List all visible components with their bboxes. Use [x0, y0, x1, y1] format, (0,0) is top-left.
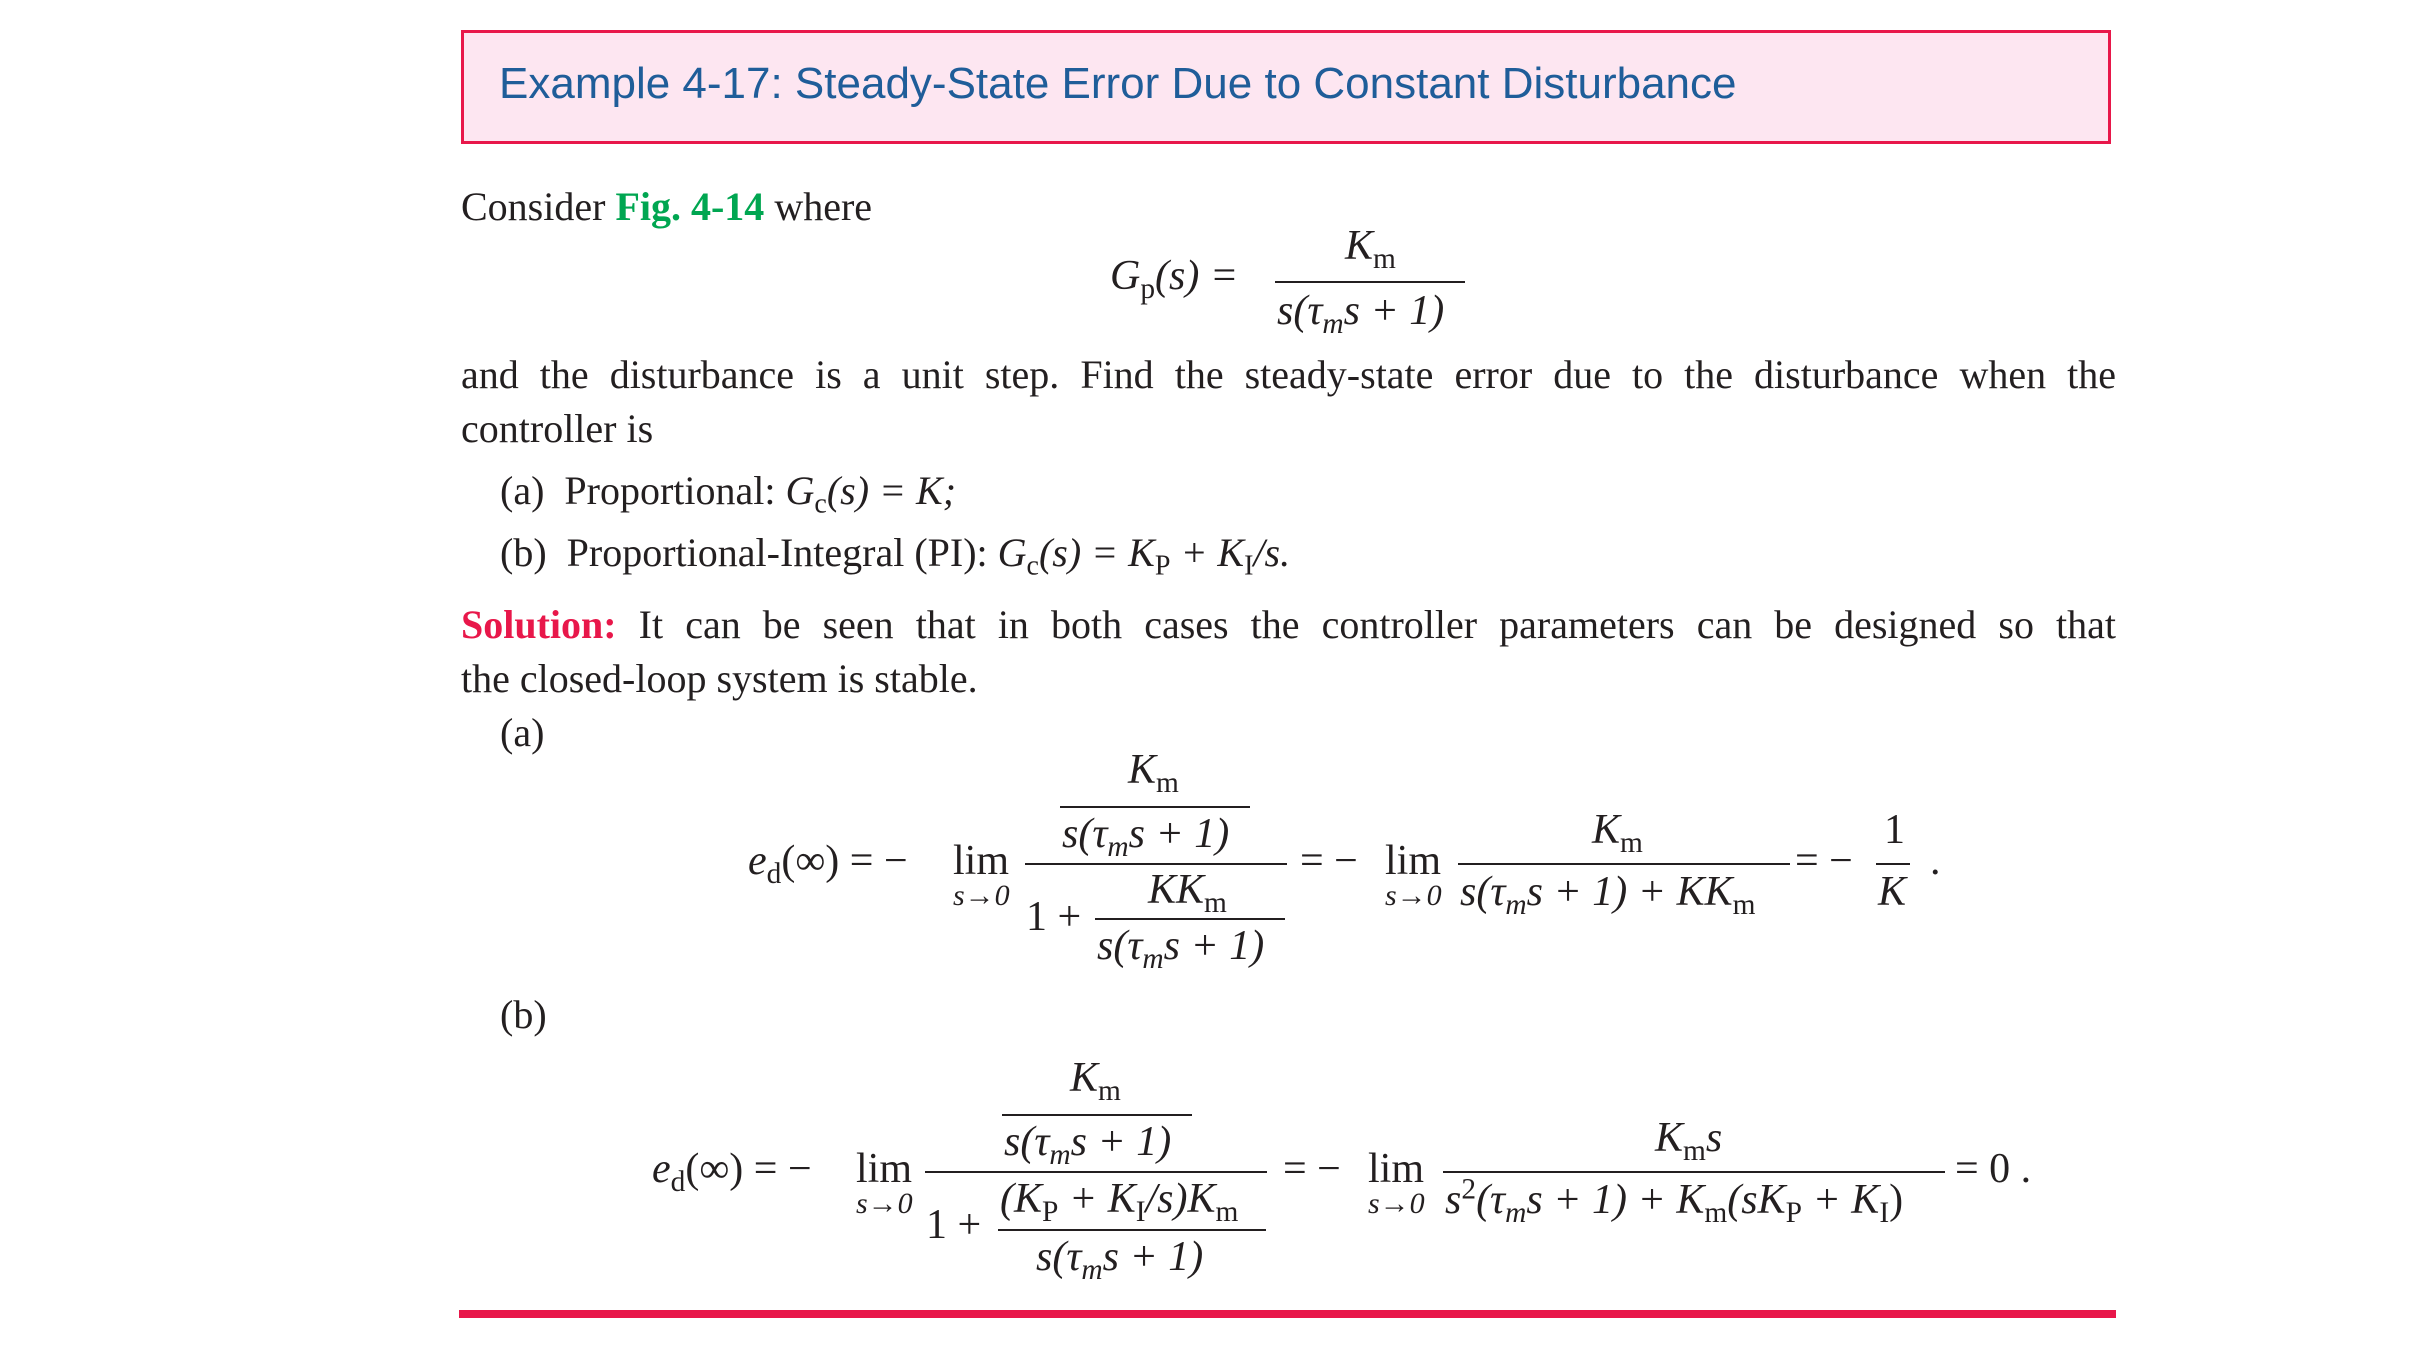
- plant-fraction-bar: [1275, 281, 1465, 283]
- item-a-text: Proportional:: [564, 468, 776, 513]
- plant-lhs: $G_p(s)$ =: [1110, 253, 1239, 305]
- item-b-label: (b): [500, 530, 547, 575]
- eq-a-lhs: $e_d(\infty)$ = −: [748, 838, 908, 890]
- eq-b-eq2: = −: [1283, 1146, 1341, 1192]
- eq-a-inner-den: $s(\tau_ms + 1)$: [1062, 811, 1230, 863]
- example-title-box: [461, 30, 2111, 144]
- eq-a-main-bar: [1025, 863, 1287, 865]
- eq-b-mid-den: $s^2(\tau_ms + 1) + K_m(sK_P + K_I)$: [1445, 1173, 1904, 1229]
- eq-a-lim2-sub: s→0: [1385, 879, 1442, 912]
- eq-a-inner-num: $K_m$: [1128, 747, 1179, 799]
- eq-a-mid-num: $K_m$: [1592, 807, 1643, 859]
- intro-text: Consider: [461, 184, 616, 229]
- problem-line-1: and the disturbance is a unit step. Find the steady-state error due to the disturbance when the: [461, 352, 2116, 397]
- eq-b-inner-bar: [1002, 1114, 1192, 1116]
- intro-text-after: where: [764, 184, 873, 229]
- solution-text: It can be seen that in both cases the controller parameters can be designed so that: [616, 602, 2116, 647]
- eq-b-lhs: $e_d(\infty)$ = −: [652, 1146, 812, 1198]
- eq-b-lim: lim: [856, 1146, 913, 1192]
- intro-line: [461, 180, 872, 234]
- eq-b-lim2: lim: [1368, 1146, 1425, 1192]
- eq-a-period: .: [1930, 838, 1941, 884]
- part-b-label: (b): [500, 992, 547, 1037]
- eq-b-lower-num: $(K_P + K_I/s)K_m$: [1000, 1176, 1239, 1228]
- eq-a-final-bar: [1876, 863, 1910, 865]
- eq-a-mid-den: $s(\tau_ms + 1) + KK_m$: [1460, 869, 1756, 921]
- eq-a-eq3: = −: [1795, 838, 1853, 884]
- eq-a-eq2: = −: [1300, 838, 1358, 884]
- eq-b-result: = 0 .: [1955, 1146, 2032, 1192]
- eq-b-mid-num: $K_ms$: [1655, 1115, 1723, 1167]
- solution-line-1: [461, 598, 2116, 652]
- solution-line-2: the closed-loop system is stable.: [461, 656, 978, 701]
- figure-link[interactable]: Fig. 4-14: [615, 184, 765, 229]
- eq-b-one-plus: 1 +: [926, 1202, 982, 1248]
- bottom-divider: [459, 1310, 2116, 1318]
- plant-denominator: $s(\tau_ms + 1)$: [1277, 288, 1445, 340]
- eq-b-lim2-sub: s→0: [1368, 1187, 1425, 1220]
- eq-b-lim-sub: s→0: [856, 1187, 913, 1220]
- eq-a-lim2: lim: [1385, 838, 1442, 884]
- problem-line-2: controller is: [461, 406, 654, 451]
- eq-a-inner-bar: [1060, 806, 1250, 808]
- eq-a-lower-bar: [1095, 918, 1285, 920]
- eq-a-lim-sub: s→0: [953, 879, 1010, 912]
- eq-b-mid-bar: [1443, 1171, 1945, 1173]
- example-title: Example 4-17: Steady-State Error Due to Constant Disturbance: [499, 59, 1737, 108]
- solution-label: Solution:: [461, 602, 617, 647]
- eq-b-main-bar: [925, 1171, 1267, 1173]
- eq-a-lim: lim: [953, 838, 1010, 884]
- eq-a-lower-num: $KK_m$: [1148, 867, 1227, 919]
- eq-a-final-num: 1: [1884, 807, 1905, 853]
- eq-a-one-plus: 1 +: [1026, 894, 1082, 940]
- item-b: (b) Proportional-Integral (PI): $G_c(s) = K_P + K_I/s$.: [500, 530, 1291, 582]
- item-b-text: Proportional-Integral (PI):: [566, 530, 988, 575]
- item-a-label: (a): [500, 468, 545, 513]
- eq-b-inner-num: $K_m$: [1070, 1055, 1121, 1107]
- eq-a-lower-den: $s(\tau_ms + 1)$: [1097, 923, 1265, 975]
- eq-a-final-den: K: [1878, 869, 1907, 915]
- eq-b-lower-den: $s(\tau_ms + 1)$: [1036, 1234, 1204, 1286]
- eq-a-mid-bar: [1458, 863, 1790, 865]
- item-a: (a) Proportional: $G_c(s) = K$;: [500, 468, 957, 520]
- eq-b-lower-bar: [998, 1229, 1266, 1231]
- plant-numerator: $K_m$: [1345, 223, 1396, 275]
- part-a-label: (a): [500, 710, 545, 755]
- eq-b-inner-den: $s(\tau_ms + 1)$: [1004, 1119, 1172, 1171]
